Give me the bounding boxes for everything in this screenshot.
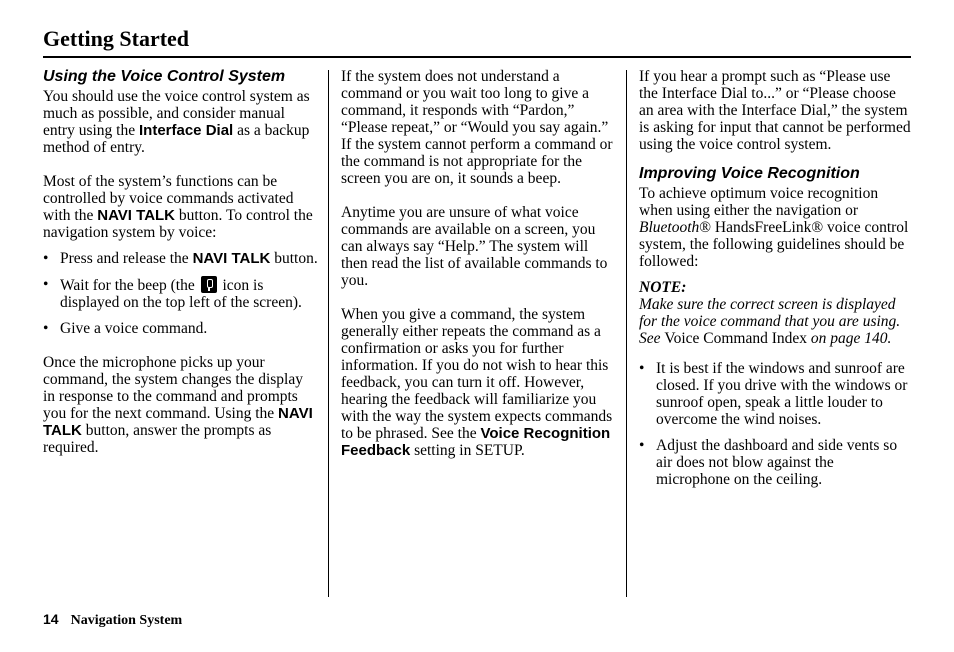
ui-term: NAVI TALK: [97, 207, 176, 224]
column-1: [43, 68, 318, 456]
paragraph: When you give a command, the system generally either repeats the command as a confirmation or asks you for further information. If you do not wish to hear this feedback, you can turn it off. However, hearing the feedback will familiarize you with the way the system expects commands to be phrased. See the Voice Recognition Feedback setting in SETUP.: [341, 306, 613, 459]
paragraph: To achieve optimum voice recognition when using either the navigation or Bluetooth® HandsFreeLink® voice control system, the following guidelines should be followed:: [639, 185, 909, 270]
paragraph: Anytime you are unsure of what voice commands are available on a screen, you can always say “Help.” The system will then read the list of available commands to you.: [341, 204, 608, 289]
ui-term: Voice Recognition Feedback: [341, 425, 611, 459]
note-text: Make sure the correct screen is displayed for the voice command that you are using. See Voice Command Index on page 140.: [639, 296, 901, 347]
paragraph: Most of the system’s functions can be controlled by voice commands activated with the NAVI TALK button. To control the navigation system by voice:: [43, 173, 313, 241]
list-item: • It is best if the windows and sunroof are closed. If you drive with the windows or sunroof open, speak a little louder to overcome the wind noises.: [639, 360, 908, 428]
section-heading-voice-control: Using the Voice Control System: [43, 68, 286, 85]
header-rule: [43, 56, 911, 58]
paragraph: If the system does not understand a command or you wait too long to give a command, it responds with “Pardon,” “Please repeat,” or “Would you say again.” If the system cannot perform a command or the command is not appropriate for the screen you are on, it sounds a beep.: [341, 68, 613, 187]
paragraph: If you hear a prompt such as “Please use the Interface Dial to...” or “Please choose an area with the Interface Dial,” the system is asking for input that cannot be performed using the voice control system.: [639, 68, 911, 153]
column-3: [639, 68, 911, 488]
note-label: NOTE:: [639, 279, 687, 296]
ui-term: NAVI TALK: [192, 250, 271, 267]
column-divider: [626, 70, 627, 597]
list-item: • Wait for the beep (the icon is displayed on the top left of the screen).: [43, 276, 302, 311]
paragraph: Once the microphone picks up your command, the system changes the display in response to the command and prompts you for the next command. Using the NAVI TALK button, answer the prompts as required.: [43, 354, 313, 456]
bullet-list: [43, 250, 318, 337]
bullet-list: [639, 360, 911, 488]
list-item: • Adjust the dashboard and side vents so air does not blow against the microphone on the ceiling.: [639, 437, 898, 488]
list-item: • Give a voice command.: [43, 320, 208, 337]
cross-reference: Voice Command Index: [664, 330, 808, 347]
ui-term: NAVI TALK: [43, 405, 313, 439]
paragraph: You should use the voice control system as much as possible, and consider manual entry using the Interface Dial as a backup method of entry.: [43, 88, 310, 156]
footer-label: Navigation System: [70, 613, 183, 628]
ui-term: Interface Dial: [139, 122, 234, 139]
microphone-icon: [201, 276, 217, 293]
list-item: • Press and release the NAVI TALK button.: [43, 250, 318, 267]
column-2: [341, 68, 613, 459]
page-number: 14: [43, 611, 59, 627]
page-footer: [43, 611, 182, 629]
section-heading-improving-recognition: Improving Voice Recognition: [639, 165, 860, 182]
column-divider: [328, 70, 329, 597]
page-title: Getting Started: [43, 26, 190, 51]
